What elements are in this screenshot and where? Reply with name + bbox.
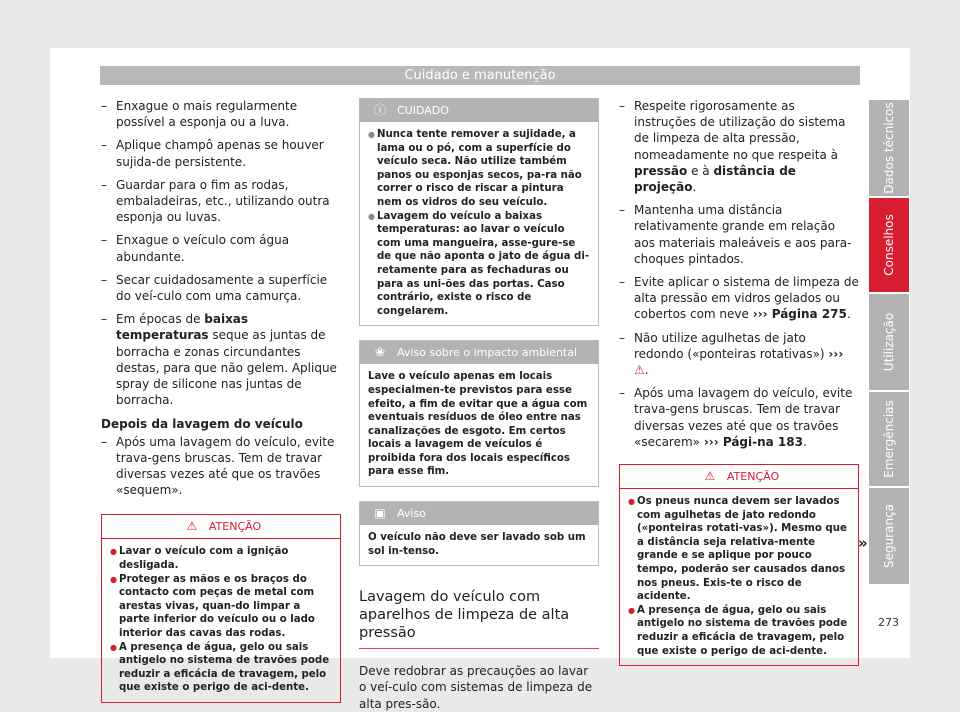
header-title: Cuidado e manutenção: [404, 68, 556, 83]
tab-dados-tecnicos[interactable]: [869, 100, 909, 196]
warning-triangle-icon: ⚠: [634, 363, 645, 378]
list-item: – Aplique champô apenas se houver sujida-de persistente.: [101, 137, 341, 169]
warning-content: [620, 489, 858, 665]
bold-text: pressão: [634, 163, 688, 178]
caution-item: ● Lavagem do veículo a baixas temperaturas: ao lavar o veículo com uma mangueira, asse-gure-se de que não aponta o jato de água di-retamente para as fechaduras ou para as uni-ões das portas. Caso contrário, existe o risco de congelarem.: [368, 210, 590, 319]
list-item: [619, 274, 859, 323]
warning-item: ● A presença de água, gelo ou sais antigelo no sistema de travões pode reduzir a eficácia de travagem, pelo que existe o perigo de aci-dente.: [110, 641, 332, 695]
info-circle-icon: ⓘ: [373, 103, 386, 117]
environment-flower-icon: ❀: [374, 345, 386, 360]
column-1: [101, 98, 341, 703]
list-item: – Enxague o mais regularmente possível a esponja ou a luva.: [101, 98, 341, 130]
note-box: [359, 501, 599, 566]
warning-item: ● Os pneus nunca devem ser lavados com agulhetas de jato redondo («ponteiras rotati-vas»). Mesmo que a distância seja relativa-mente grande e se aplique por pouco tempo, poderão ser causados danos nos pneus. Exis-te o risco de acidente.: [628, 495, 850, 604]
note-icon: ▣: [374, 506, 386, 521]
caution-title: CUIDADO: [397, 104, 449, 117]
environment-box: [359, 340, 599, 487]
warning-box: [101, 514, 341, 703]
text: e à: [687, 163, 714, 178]
text: Após uma lavagem do veículo, evite trava-gens bruscas. Tem de travar diversas vezes até que os travões «secarem»: [634, 386, 853, 449]
column-3: [619, 98, 859, 666]
text: .: [802, 434, 807, 449]
warning-triangle-icon: ⚠: [186, 519, 198, 534]
tab-utilizacao[interactable]: [869, 294, 909, 390]
tab-label: Dados técnicos: [882, 102, 896, 194]
column-2: [359, 98, 599, 712]
page-header: [100, 66, 860, 85]
tab-label: Conselhos: [882, 214, 896, 276]
caution-box: [359, 98, 599, 326]
warning-triangle-icon: ⚠: [704, 469, 716, 484]
note-text: O veículo não deve ser lavado sob um sol in-tenso.: [368, 532, 586, 557]
reference-arrow-link[interactable]: ›››: [828, 346, 844, 361]
warning-item: ● Lavar o veículo com a ignição desligada.: [110, 545, 332, 572]
bold-text: distância de projeção: [634, 163, 796, 195]
list-item: [619, 330, 859, 379]
section-title: Lavagem do veículo com aparelhos de limpeza de alta pressão: [359, 588, 599, 649]
page-number: 273: [878, 616, 899, 629]
warning-title: ATENÇÃO: [726, 470, 780, 484]
warning-box: [619, 464, 859, 666]
list-item: – Guardar para o fim as rodas, embaladeiras, etc., utilizando outra esponja ou luvas.: [101, 177, 341, 226]
tab-conselhos[interactable]: [869, 198, 909, 292]
caution-content: [360, 122, 598, 325]
note-header: [360, 502, 598, 525]
warning-header: [102, 515, 340, 539]
paragraph: Deve redobrar as precauções ao lavar o veí-culo com sistemas de limpeza de alta pres-são.: [359, 664, 593, 711]
warning-item: ● A presença de água, gelo ou sais antigelo no sistema de travões pode reduzir a eficácia de travagem, pelo que existe o perigo de aci-dente.: [628, 604, 850, 658]
list-item: [619, 385, 859, 450]
text: Evite aplicar o sistema de limpeza de alta pressão em vidros gelados ou cobertos com neve: [634, 275, 859, 322]
warning-title: ATENÇÃO: [208, 520, 262, 534]
environment-text: Lave o veículo apenas em locais especialmen-te previstos para esse efeito, a fim de evitar que a água com eventuais resíduos de óleo entre nas canalizações de esgoto. Em certos locais a lavagem de veículos é proibida fora dos locais específicos para esse fim.: [368, 371, 588, 478]
note-title: Aviso: [397, 507, 426, 521]
list-item: – Mantenha uma distância relativamente grande em relação aos materiais maleáveis e aos para-choques pintados.: [619, 202, 859, 267]
subheading: Depois da lavagem do veículo: [101, 417, 303, 432]
tab-seguranca[interactable]: [869, 488, 909, 584]
text: Respeite rigorosamente as instruções de utilização do sistema de limpeza de alta pressão, nomeadamente no que respeita à: [634, 99, 846, 162]
tab-emergencias[interactable]: [869, 392, 909, 486]
bold-text: baixas temperaturas: [116, 312, 249, 343]
list-item: [101, 311, 341, 408]
page-reference-link[interactable]: ››› Pági-na 183: [703, 434, 803, 449]
caution-header: [360, 99, 598, 122]
text: .: [692, 180, 697, 195]
environment-header: [360, 341, 598, 364]
text: .: [846, 307, 851, 322]
environment-title: Aviso sobre o impacto ambiental: [397, 346, 578, 360]
tab-label: Utilização: [882, 312, 896, 372]
page-reference-link[interactable]: ››› Página 275: [752, 307, 847, 322]
list-item: [619, 98, 859, 195]
list-item: – Enxague o veículo com água abundante.: [101, 232, 341, 264]
tab-label: Segurança: [882, 503, 896, 569]
caution-item: ● Nunca tente remover a sujidade, a lama ou o pó, com a superfície do veículo seca. Não utilize também panos ou esponjas secos, pa-ra não correr o risco de riscar a pintura nem os vidros do seu veículo.: [368, 128, 590, 210]
text: Não utilize agulhetas de jato redondo («ponteiras rotativas»): [634, 330, 829, 361]
list-item: – Secar cuidadosamente a superfície do veí-culo com uma camurça.: [101, 272, 341, 304]
text: Em épocas de: [116, 312, 205, 327]
tab-label: Emergências: [882, 400, 896, 478]
warning-content: [102, 539, 340, 702]
list-item: – Após uma lavagem do veículo, evite trava-gens bruscas. Tem de travar diversas vezes até que os travões «sequem».: [101, 434, 341, 499]
continue-arrow-icon: »: [858, 534, 868, 552]
text: .: [644, 363, 649, 378]
text: seque as juntas de borracha e zonas circundantes destas, para que não gelem. Aplique spray de silicone nas juntas de borracha.: [116, 328, 337, 408]
warning-header: [620, 465, 858, 489]
warning-item: ● Proteger as mãos e os braços do contacto com peças de metal com arestas vivas, quan-do limpar a parte inferior do veículo ou o lado interior das cavas das rodas.: [110, 573, 332, 641]
